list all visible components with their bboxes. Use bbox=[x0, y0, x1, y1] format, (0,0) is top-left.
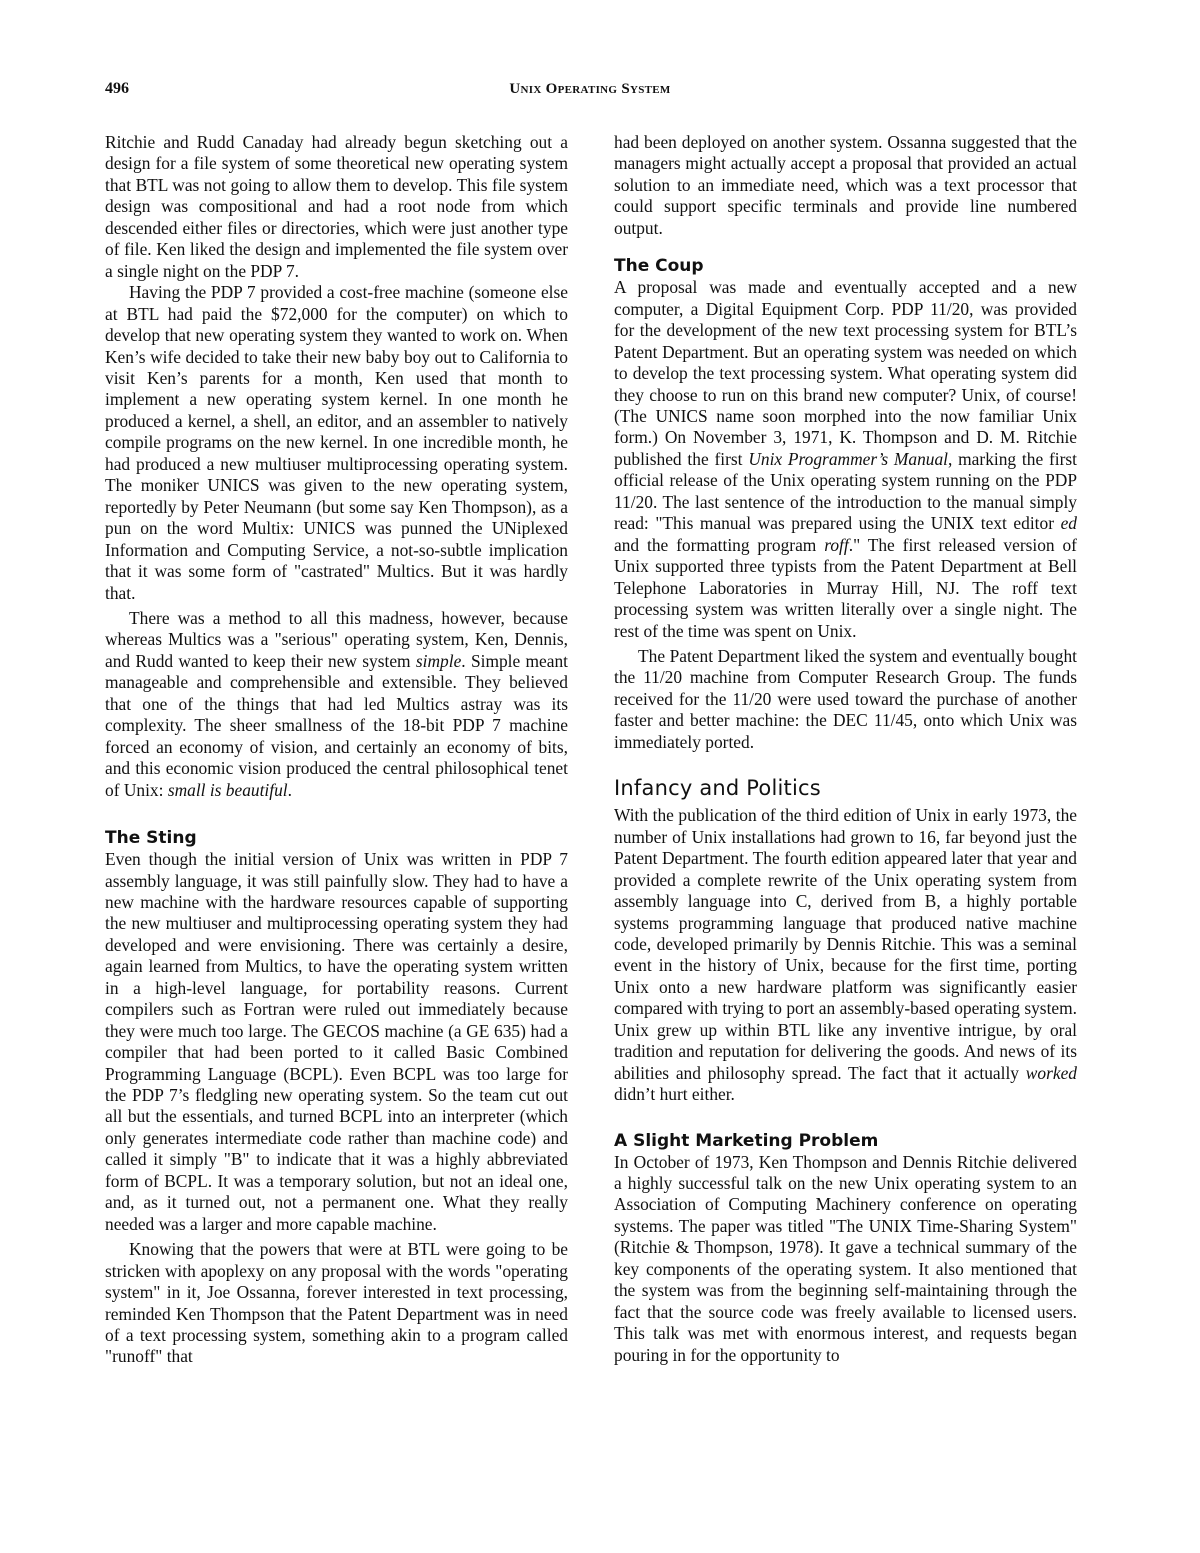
emphasis: ed bbox=[1060, 513, 1077, 534]
section-heading-a-slight-marketing-problem: A Slight Marketing Problem bbox=[614, 1130, 879, 1151]
section-heading-infancy-and-politics: Infancy and Politics bbox=[614, 776, 821, 801]
emphasis: small is beautiful bbox=[167, 779, 288, 800]
emphasis: Unix Programmer’s Manual bbox=[748, 448, 948, 469]
paragraph: Having the PDP 7 provided a cost-free machine (someone else at BTL had paid the $72,000 for the computer) on which to develop that new operating system they wanted to work on. When Ken’s wife decided to take their new baby boy out to California to visit Ken’s parents for a month, Ken used that month to implement a new operating system kernel. In one month he produced a kernel, a shell, an editor, and an assembler to natively compile programs on the new kernel. In one incredible month, he had produced a new multiuser multiprocessing operating system. The moniker UNICS was given to the new operating system, reportedly by Peter Neumann (but some say Ken Thompson), as a pun on the word Multix: UNICS was punned the UNiplexed Information and Computing Service, a not-so-subtle implication that it was some form of "castrated" Multics. But it was hardly that. bbox=[105, 282, 568, 603]
page-number: 496 bbox=[105, 80, 129, 97]
left-column bbox=[105, 132, 568, 1368]
paragraph: A proposal was made and eventually accepted and a new computer, a Digital Equipment Corp. PDP 11/20, was provided for the development of the new text processing system for BTL’s Patent Department. But an operating system was needed on which to develop the text processing system. What operating system did they choose to run on this brand new computer? Unix, of course! (The UNICS name soon morphed into the now familiar Unix form.) On November 3, 1971, K. Thompson and D. M. Ritchie published the first Unix Programmer’s Manual, marking the first official release of the Unix operating system running on the PDP 11/20. The last sentence of the introduction to the manual simply read: "This manual was prepared using the UNIX text editor ed and the formatting program roff." The first released version of Unix supported three typists from the Patent Department at Bell Telephone Laboratories in Murray Hill, NJ. The roff text processing system was written literally over a single night. The rest of the time was spent on Unix. bbox=[614, 277, 1077, 641]
right-column bbox=[614, 132, 1077, 1366]
paragraph: With the publication of the third edition of Unix in early 1973, the number of Unix installations had grown to 16, far beyond just the Patent Department. The fourth edition appeared later that year and provided a complete rewrite of the Unix operating system from assembly language into C, derived from B, a highly portable systems programming language that produced native machine code, developed primarily by Dennis Ritchie. This was a seminal event in the history of Unix, because for the first time, porting Unix onto a new hardware platform was significantly easier compared with trying to port an assembly-based operating system. Unix grew up within BTL like any inventive intrigue, by oral tradition and reputation for delivering the goods. And news of its abilities and philosophy spread. The fact that it actually worked didn’t hurt either. bbox=[614, 805, 1077, 1105]
section-heading-the-coup: The Coup bbox=[614, 256, 704, 277]
paragraph: The Patent Department liked the system and eventually bought the 11/20 machine from Computer Research Group. The funds received for the 11/20 were used toward the purchase of another faster and better machine: the DEC 11/45, onto which Unix was immediately ported. bbox=[614, 645, 1077, 752]
paragraph: There was a method to all this madness, however, because whereas Multics was a "serious" operating system, Ken, Dennis, and Rudd wanted to keep their new system simple. Simple meant manageable and comprehensible and extensible. They believed that one of the things that had led Multics astray was its complexity. The sheer smallness of the 18-bit PDP 7 machine forced an economy of vision, and certainly an economy of bits, and this economic vision produced the central philosophical tenet of Unix: small is beautiful. bbox=[105, 607, 569, 800]
paragraph: Ritchie and Rudd Canaday had already begun sketching out a design for a file system of some theoretical new operating system that BTL was not going to allow them to develop. This file system design was compositional and had a root node from which descended either files or directories, which were just another type of file. Ken liked the design and implemented the file system over a single night on the PDP 7. bbox=[105, 132, 568, 281]
paragraph: Knowing that the powers that were at BTL were going to be stricken with apoplexy on any proposal with the words "operating system" in it, Joe Ossanna, forever interested in text processing, reminded Ken Thompson that the Patent Department was in need of a text processing system, something akin to a program called "runoff" that bbox=[105, 1239, 568, 1367]
section-heading-the-sting: The Sting bbox=[105, 828, 197, 849]
paragraph: In October of 1973, Ken Thompson and Dennis Ritchie delivered a highly successful talk on the new Unix operating system to an Association of Computing Machinery conference on operating systems. The paper was titled "The UNIX Time-Sharing System" (Ritchie & Thompson, 1978). It gave a technical summary of the key components of the operating system. It also mentioned that the system was from the beginning self-maintaining through the fact that the source code was freely available to licensed users. This talk was met with enormous interest, and requests began pouring in for the opportunity to bbox=[614, 1151, 1077, 1365]
paragraph: Even though the initial version of Unix was written in PDP 7 assembly language, it was still painfully slow. They had to have a new machine with the hardware resources capable of supporting the new multiuser and multiprocessing operating system they had developed and were envisioning. There was certainly a desire, again learned from Multics, to have the operating system written in a high-level language, for portability reasons. Current compilers such as Fortran were ruled out immediately because they were much too large. The GECOS machine (a GE 635) had a compiler that had been ported to it called Basic Combined Programming Language (BCPL). Even BCPL was too large for the PDP 7’s fledgling new operating system. So the team cut out all but the essentials, and turned BCPL into an interpreter (which only generates intermediate code rather than machine code) and called it simply "B" to indicate that it was a highly abbreviated form of BCPL. It was a temporary solution, but not an ideal one, and, as it turned out, not a permanent one. What they really needed was a larger and more capable machine. bbox=[105, 849, 568, 1234]
paragraph: had been deployed on another system. Ossanna suggested that the managers might actually accept a proposal that provided an actual solution to an immediate need, which was a text processor that could support specific terminals and provide line numbered output. bbox=[614, 132, 1077, 238]
running-header bbox=[105, 80, 1075, 102]
emphasis: simple bbox=[415, 650, 462, 671]
emphasis: roff bbox=[824, 534, 849, 555]
running-title: Unix Operating System bbox=[509, 81, 671, 97]
emphasis: worked bbox=[1025, 1062, 1077, 1083]
